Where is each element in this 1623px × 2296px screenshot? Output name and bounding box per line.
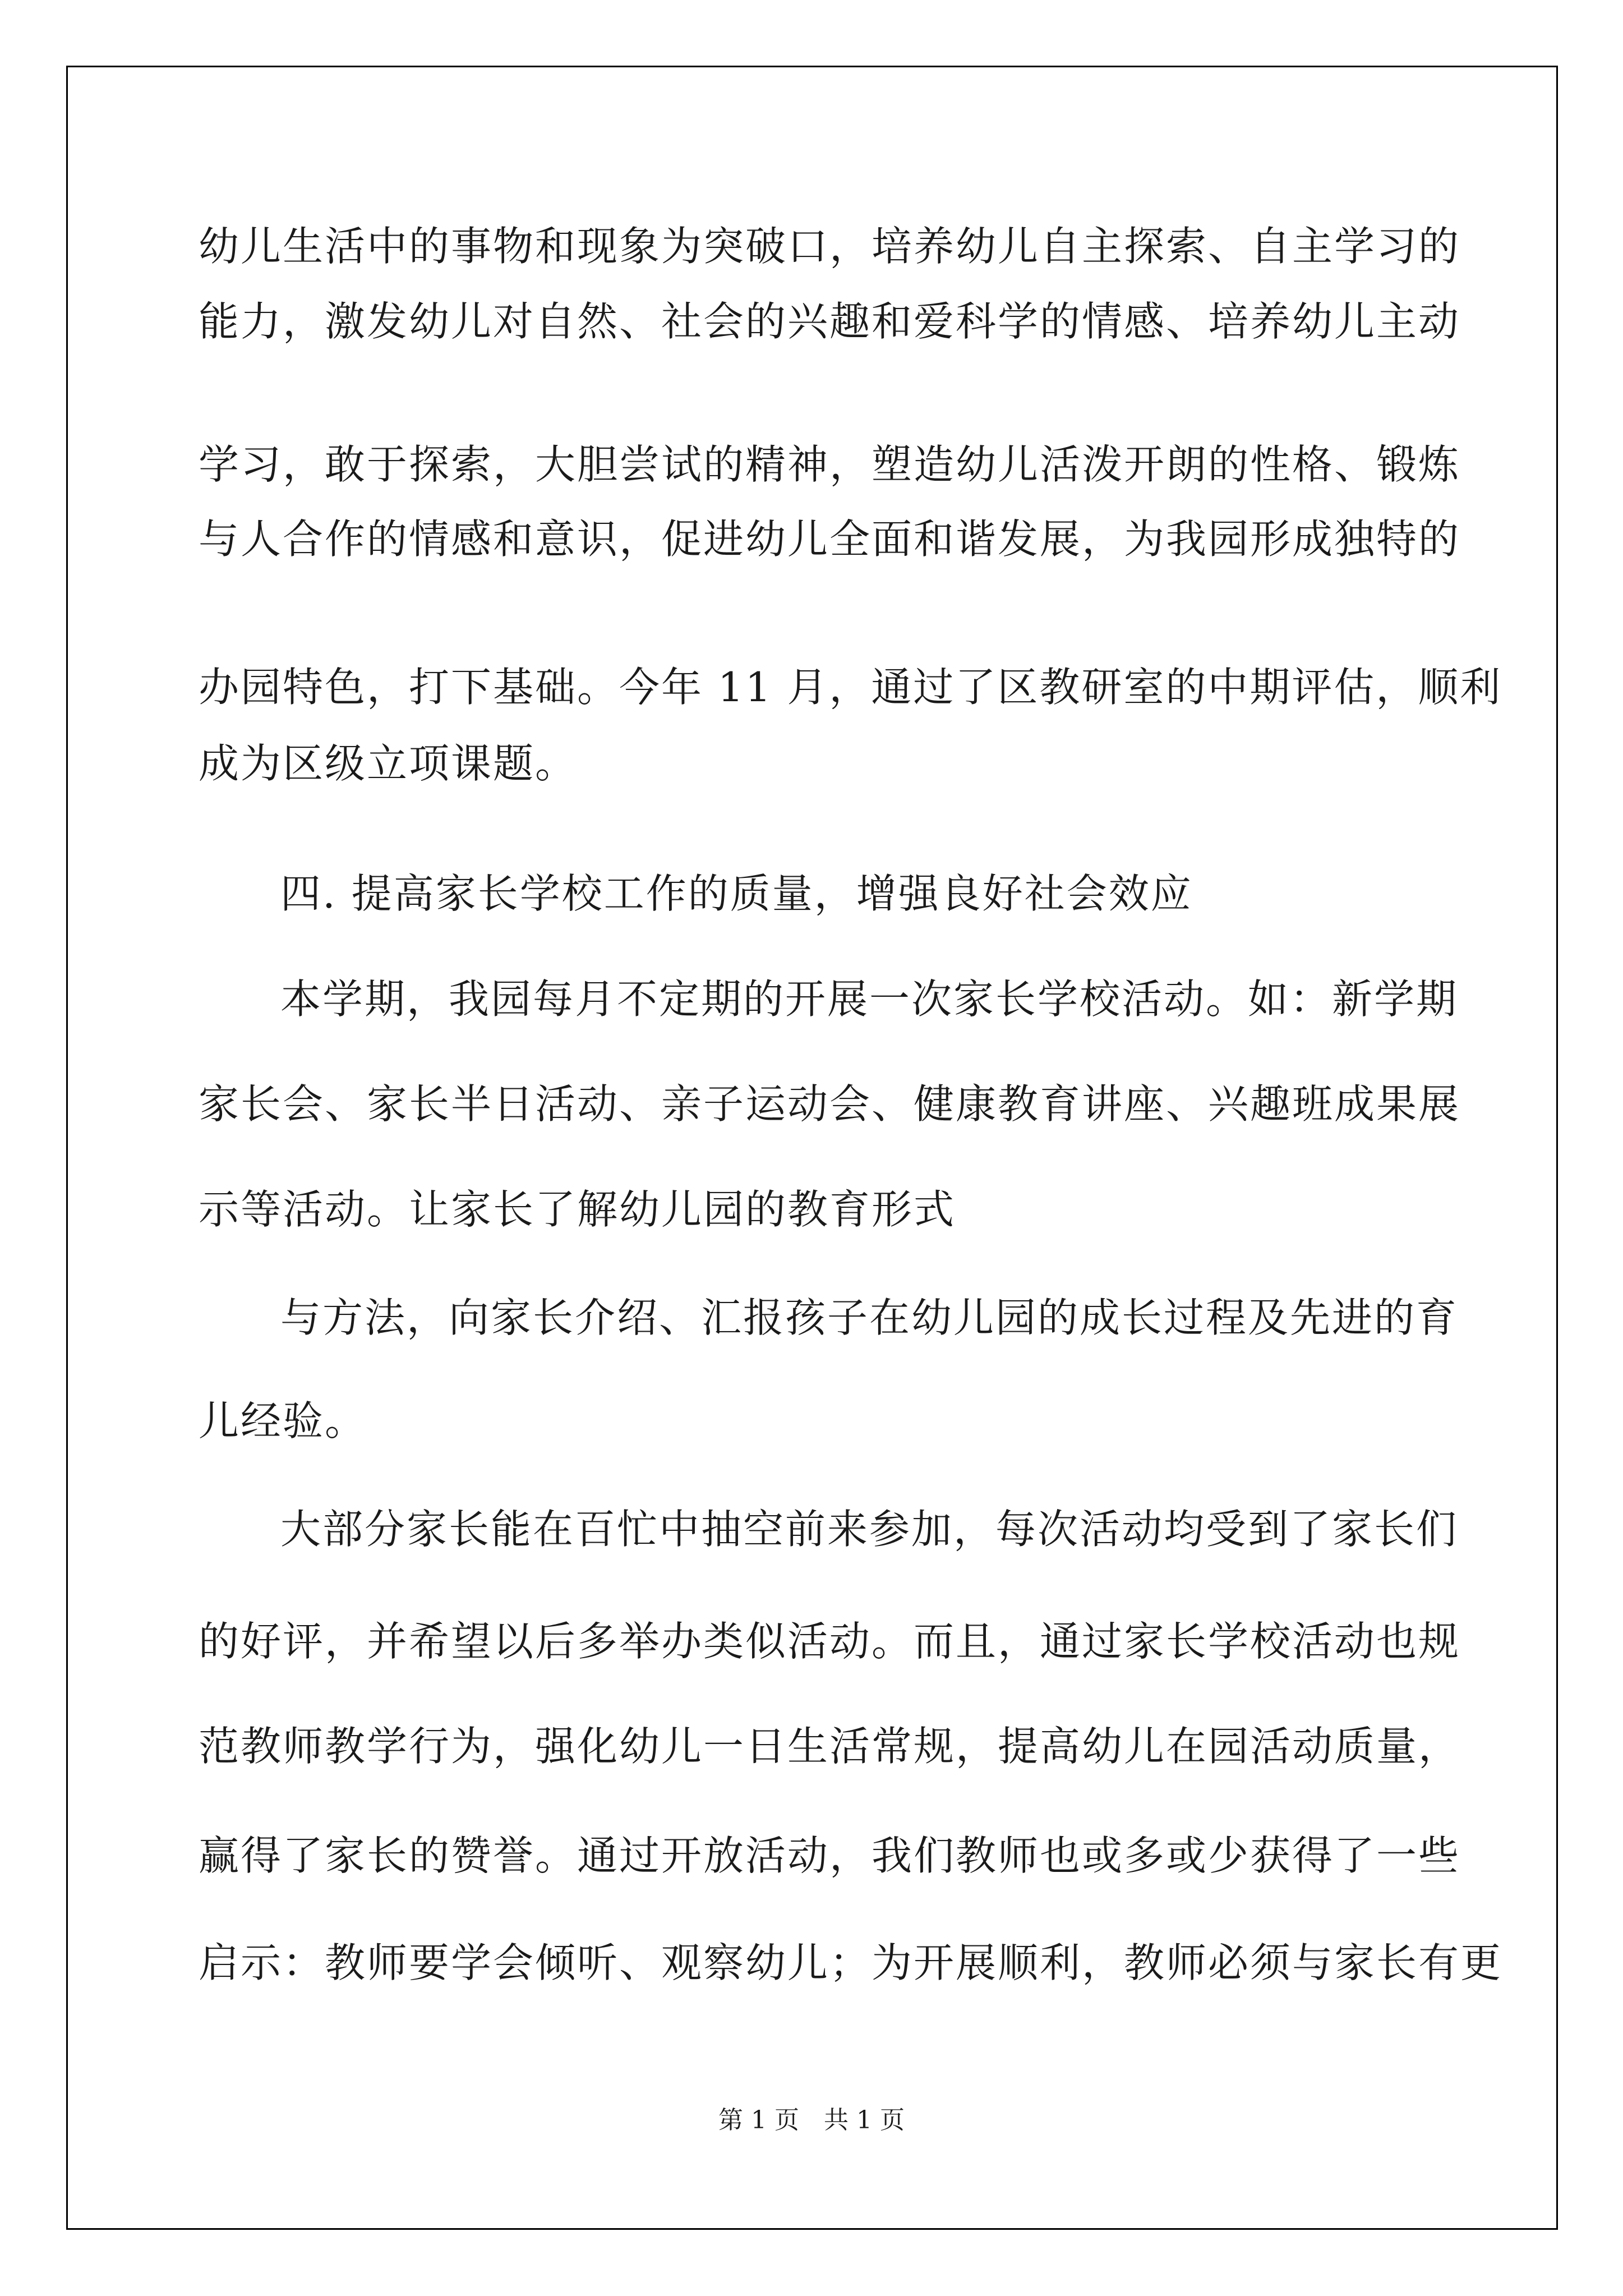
text-line: 儿经验。 [199,1397,367,1444]
text-line: 启示：教师要学会倾听、观察幼儿；为开展顺利，教师必须与家长有更 [199,1939,1503,1986]
text-line: 示等活动。让家长了解幼儿园的教育形式 [199,1186,956,1233]
text-line: 家长会、家长半日活动、亲子运动会、健康教育讲座、兴趣班成果展 [199,1080,1461,1128]
text-line: 范教师教学行为，强化幼儿一日生活常规，提高幼儿在园活动质量， [199,1723,1461,1770]
page-border [66,66,1558,2230]
text-line: 成为区级立项课题。 [199,740,578,787]
paragraph-first-line: 与方法，向家长介绍、汇报孩子在幼儿园的成长过程及先进的育 [280,1294,1459,1341]
text-line: 与人合作的情感和意识，促进幼儿全面和谐发展，为我园形成独特的 [199,516,1461,563]
text-line: 能力，激发幼儿对自然、社会的兴趣和爱科学的情感、培养幼儿主动 [199,298,1461,345]
text-line: 办园特色，打下基础。今年 11 月，通过了区教研室的中期评估，顺利 [199,664,1502,711]
text-line: 的好评，并希望以后多举办类似活动。而且，通过家长学校活动也规 [199,1618,1461,1665]
text-line: 赢得了家长的赞誉。通过开放活动，我们教师也或多或少获得了一些 [199,1832,1461,1879]
text-line: 幼儿生活中的事物和现象为突破口，培养幼儿自主探索、自主学习的 [199,223,1461,270]
paragraph-first-line: 本学期，我园每月不定期的开展一次家长学校活动。如：新学期 [280,976,1459,1023]
paragraph-first-line: 大部分家长能在百忙中抽空前来参加，每次活动均受到了家长们 [280,1506,1459,1553]
text-line: 学习，敢于探索，大胆尝试的精神，塑造幼儿活泼开朗的性格、锻炼 [199,441,1461,488]
page-number: 第 1 页 共 1 页 [718,2106,905,2134]
section-heading: 四. 提高家长学校工作的质量，增强良好社会效应 [280,870,1193,917]
